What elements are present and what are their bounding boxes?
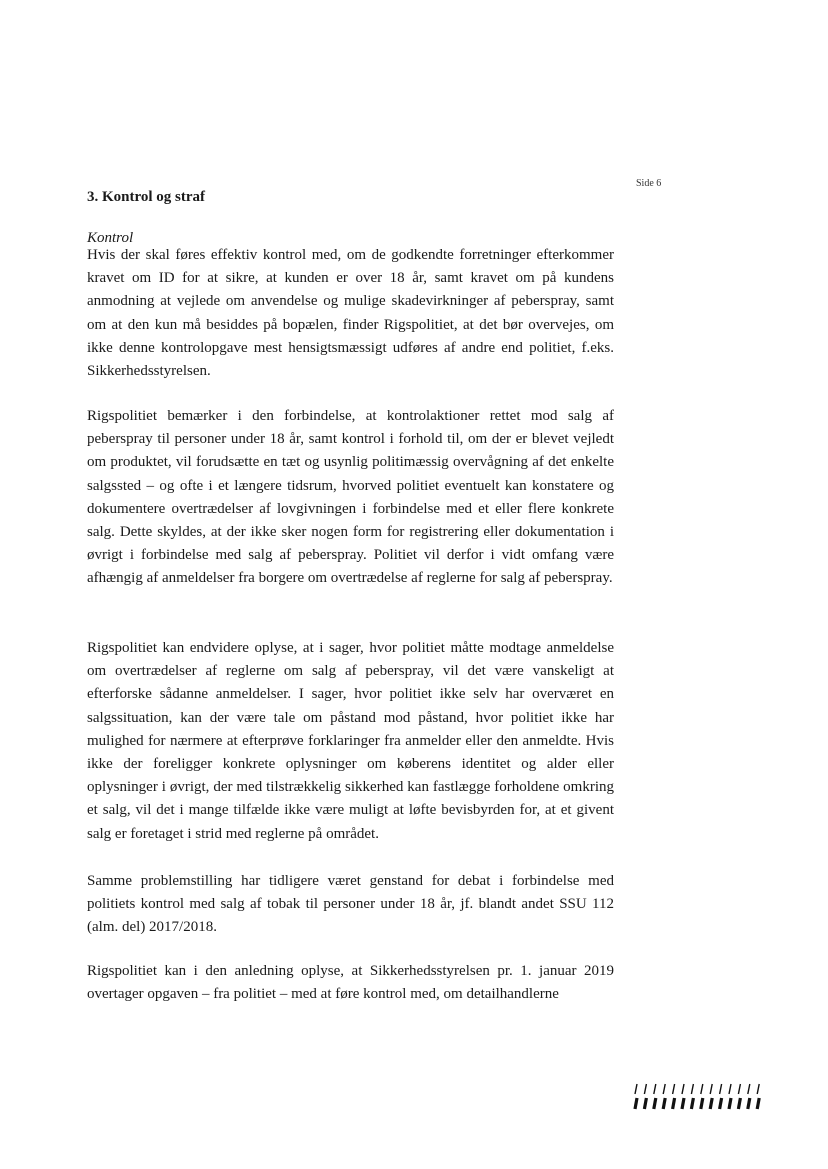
paragraph-4: Samme problemstilling har tidligere været genstand for debat i forbindelse med politiets kontrol med salg af tobak til personer under 18 år, jf. blandt andet SSU 112 (alm. del) 2017/2018. — [87, 873, 614, 936]
paragraph-1: Hvis der skal føres effektiv kontrol med, om de godkendte forretninger efterkommer kravet om ID for at sikre, at kunden er over 18 år, samt kravet om på kundens anmodning at vejlede om anvendelse og mulige skadevirkninger af peberspray, samt om at den kun må besiddes på bopælen, finder Rigspolitiet, at det bør overvejes, om ikke denne kontrolopgave mest hensigtsmæssigt udføres af andre end politiet, f.eks. Sikkerhedsstyrelsen. — [87, 247, 614, 380]
section-subheading: Kontrol — [87, 230, 134, 246]
page-number: Side 6 — [636, 178, 662, 189]
section-heading: 3. Kontrol og straf — [87, 189, 206, 205]
paragraph-2: Rigspolitiet bemærker i den forbindelse, at kontrolaktioner rettet mod salg af peberspray til personer under 18 år, samt kontrol i forhold til, om der er blevet vejledt om produktet, vil forudsætte en tæt og usynlig politimæssig overvågning af det enkelte salgssted – og ofte i et længere tidsrum, hvorved politiet eventuelt kan konstatere og dokumentere overtrædelser af lovgivningen i forbindelse med et eller flere konkrete salg. Dette skyldes, at der ikke sker nogen form for registrering eller dokumentation i øvrigt i forbindelse med salg af peberspray. Politiet vil derfor i vidt omfang være afhængig af anmeldelser fra borgere om overtrædelse af reglerne for salg af peberspray. — [87, 408, 614, 587]
paragraph-3: Rigspolitiet kan endvidere oplyse, at i sager, hvor politiet måtte modtage anmeldelse om overtrædelser af reglerne om salg af peberspray, vil det være vanskeligt at efterforske sådanne anmeldelser. I sager, hvor politiet ikke selv har overværet en salgssituation, kan der være tale om påstand mod påstand, hvor politiet ikke har mulighed for nærmere at efterprøve forklaringer fra anmelder eller den anmeldte. Hvis ikke der foreligger konkrete oplysninger om køberens identitet og alder eller oplysninger i øvrigt, der med tilstrækkelig sikkerhed kan fastlægge forholdene omkring et salg, vil det i mange tilfælde ikke være muligt at løfte bevisbyrden for, at et givent salg er foretaget i strid med reglerne på området. — [87, 640, 614, 842]
barcode-icon — [632, 1082, 766, 1112]
paragraph-5: Rigspolitiet kan i den anledning oplyse, at Sikkerhedsstyrelsen pr. 1. januar 2019 overtager opgaven – fra politiet – med at føre kontrol med, om detailhandlerne — [87, 963, 614, 1003]
